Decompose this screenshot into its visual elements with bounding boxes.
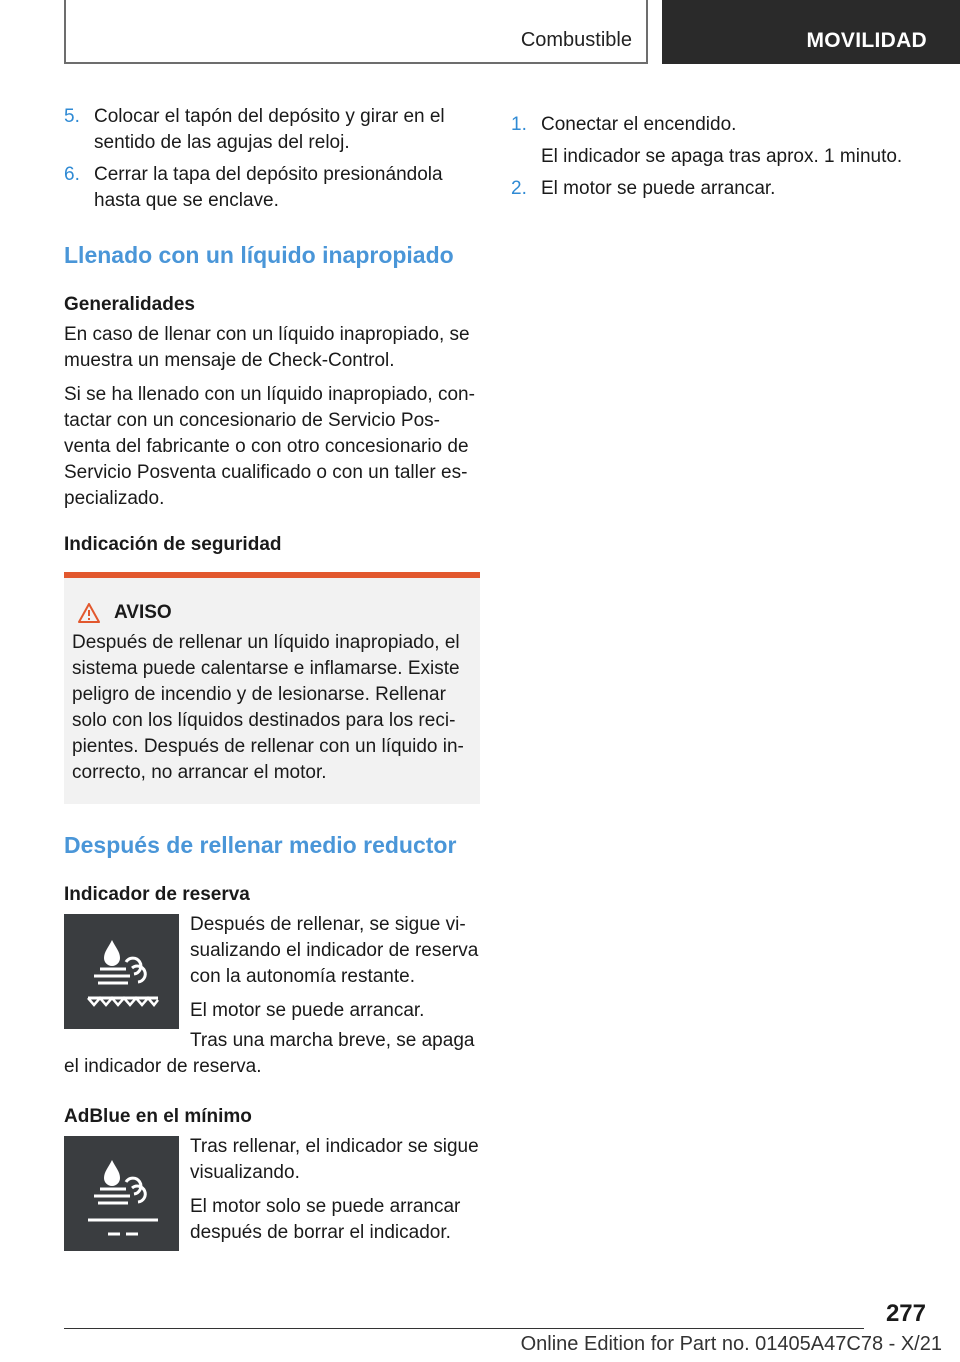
header-section-tab — [64, 0, 648, 64]
subheading-adblue-min: AdBlue en el mínimo — [64, 1106, 252, 1127]
step-text: Cerrar la tapa del depósito presionándola hasta que se enclave. — [94, 164, 443, 211]
footer-edition: Online Edition for Part no. 01405A47C78 - X/21 — [520, 1333, 942, 1355]
footer-divider — [64, 1328, 864, 1329]
adblue-min-indicator-icon — [64, 1136, 179, 1251]
paragraph: Si se ha llenado con un líquido inapropiado, contactar con un concesionario de Servicio Posventa del fabricante o con otro concesionario de Servicio Posventa cualificado o con un taller especializado. — [64, 384, 475, 509]
reserve-text-block — [190, 912, 480, 1024]
min-text-block — [190, 1134, 480, 1246]
subheading-reserve: Indicador de reserva — [64, 884, 250, 905]
step-1 — [511, 112, 931, 170]
step-text: Conectar el encendido. — [541, 114, 737, 135]
section-title-wrong-fuel: Llenado con un líquido inapropiado — [64, 242, 454, 268]
left-column — [64, 104, 480, 1250]
step-6 — [64, 162, 480, 214]
header-chapter-title: MOVILIDAD — [806, 29, 927, 52]
step-2 — [511, 176, 931, 202]
paragraph: El motor solo se puede arrancar después de borrar el indicador. — [190, 1196, 461, 1243]
reserve-figure-row — [64, 912, 480, 1028]
page-number: 277 — [885, 1300, 926, 1327]
min-figure-row — [64, 1134, 480, 1250]
paragraph: Después de rellenar, se sigue visualizando el indicador de reserva con la autonomía restante. — [190, 914, 479, 987]
warning-text: Después de rellenar un líquido inapropiado, el sistema puede calentarse e inflamarse. Existe peligro de incendio y de lesionarse. Rellenar solo con los líquidos destinados para los recipientes. Después de rellenar con un líquido incorrecto, no arrancar el motor. — [72, 632, 464, 783]
step-text: Colocar el tapón del depósito y girar en el sentido de las agujas del reloj. — [94, 106, 445, 153]
section-title-after-refill: Después de rellenar medio reductor — [64, 832, 457, 858]
step-number: 1. — [511, 114, 527, 135]
subheading-general: Generalidades — [64, 294, 195, 315]
step-subtext: El indicador se apaga tras aprox. 1 minuto. — [541, 146, 903, 167]
warning-triangle-icon — [78, 603, 100, 623]
header-chapter-band — [662, 0, 960, 64]
step-text: El motor se puede arrancar. — [541, 178, 776, 199]
paragraph: En caso de llenar con un líquido inapropiado, se muestra un mensaje de Check-Control. — [64, 324, 470, 371]
warning-box — [64, 572, 480, 804]
step-number: 6. — [64, 164, 80, 185]
step-number: 5. — [64, 106, 80, 127]
step-5 — [64, 104, 480, 156]
paragraph: Tras una marcha breve, se apaga el indicador de reserva. — [64, 1030, 475, 1077]
paragraph: Tras rellenar, el indicador se sigue visualizando. — [190, 1136, 479, 1183]
warning-title-row — [72, 600, 472, 626]
warning-title: AVISO — [114, 602, 172, 623]
right-column — [511, 112, 931, 208]
header-section-title: Combustible — [520, 29, 632, 51]
subheading-safety: Indicación de seguridad — [64, 534, 282, 555]
step-number: 2. — [511, 178, 527, 199]
paragraph: El motor se puede arrancar. — [190, 1000, 425, 1021]
adblue-reserve-indicator-icon — [64, 914, 179, 1029]
